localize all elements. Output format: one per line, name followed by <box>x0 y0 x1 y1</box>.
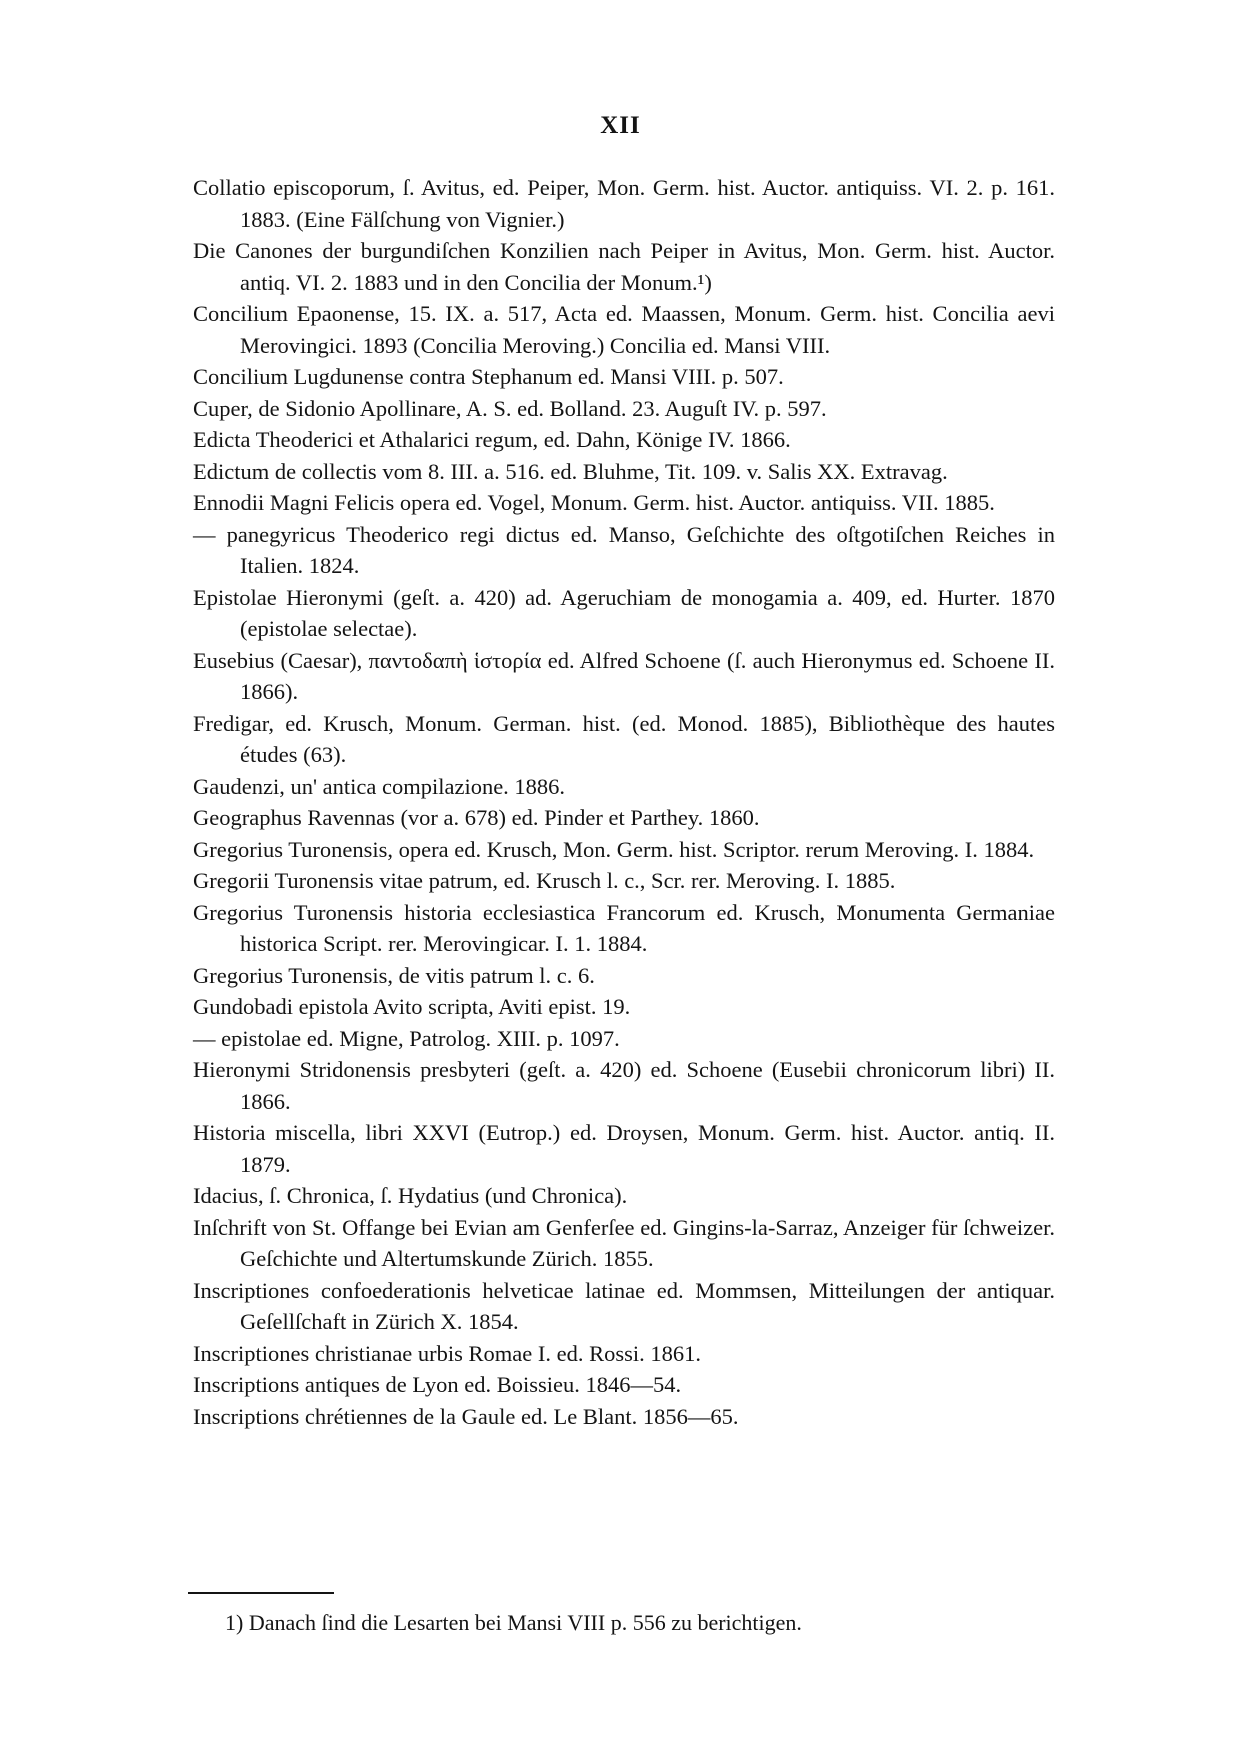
bibliography-entry: Gaudenzi, un' antica compilazione. 1886. <box>193 773 566 799</box>
bibliography-entry: Gregorii Turonensis vitae patrum, ed. Krusch l. c., Scr. rer. Meroving. I. 1885. <box>193 868 896 893</box>
page-number: XII <box>600 112 641 139</box>
bibliography-entry: Hieronymi Stridonensis presbyteri (geſt. a. 420) ed. Schoene (Eusebii chronicorum libri) II. 1866. <box>193 1057 1055 1114</box>
footnote: 1) Danach ſind die Lesarten bei Mansi VIII p. 556 zu berichtigen. <box>225 1610 802 1635</box>
bibliography-entry: Die Canones der burgundiſchen Konzilien nach Peiper in Avitus, Mon. Germ. hist. Auctor. antiq. VI. 2. 1883 und in den Concilia der Monum.¹) <box>193 238 1055 295</box>
bibliography-entry: Inscriptiones confoederationis helveticae latinae ed. Mommsen, Mitteilungen der antiquar. Geſellſchaft in Zürich X. 1854. <box>193 1277 1055 1334</box>
bibliography-entry: Edicta Theoderici et Athalarici regum, ed. Dahn, Könige IV. 1866. <box>193 427 791 452</box>
bibliography-entry: Collatio episcoporum, ſ. Avitus, ed. Peiper, Mon. Germ. hist. Auctor. antiquiss. VI. 2. p. 161. 1883. (Eine Fälſchung von Vignier.) <box>193 175 1055 232</box>
bibliography-entry: Gregorius Turonensis, de vitis patrum l. c. 6. <box>193 962 595 988</box>
bibliography-entry: Inscriptions chrétiennes de la Gaule ed. Le Blant. 1856—65. <box>193 1403 739 1429</box>
bibliography-entry: Gregorius Turonensis, opera ed. Krusch, Mon. Germ. hist. Scriptor. rerum Meroving. I. 1884. <box>193 836 1035 862</box>
bibliography-entry: Idacius, ſ. Chronica, ſ. Hydatius (und Chronica). <box>193 1183 628 1208</box>
bibliography-entry: Epistolae Hieronymi (geſt. a. 420) ad. Ageruchiam de monogamia a. 409, ed. Hurter. 1870 (epistolae selectae). <box>193 584 1055 641</box>
bibliography-entry: Fredigar, ed. Krusch, Monum. German. hist. (ed. Monod. 1885), Bibliothèque des hautes études (63). <box>193 710 1055 767</box>
bibliography-entry: Gregorius Turonensis historia ecclesiastica Francorum ed. Krusch, Monumenta Germaniae historica Script. rer. Merovingicar. I. 1. 1884. <box>193 899 1055 956</box>
bibliography-entry: Inscriptions antiques de Lyon ed. Boissieu. 1846—54. <box>193 1372 682 1397</box>
footnote-divider <box>188 1592 334 1594</box>
bibliography-entry: Gundobadi epistola Avito scripta, Aviti epist. 19. <box>193 994 631 1019</box>
bibliography-entry: Concilium Epaonense, 15. IX. a. 517, Acta ed. Maassen, Monum. Germ. hist. Concilia aevi Merovingici. 1893 (Concilia Meroving.) Concilia ed. Mansi VIII. <box>193 301 1055 358</box>
bibliography-entry: Ennodii Magni Felicis opera ed. Vogel, Monum. Germ. hist. Auctor. antiquiss. VII. 1885. <box>193 490 995 515</box>
bibliography-list <box>193 172 1055 1432</box>
bibliography-entry: Edictum de collectis vom 8. III. a. 516. ed. Bluhme, Tit. 109. v. Salis XX. Extravag. <box>193 458 948 484</box>
bibliography-entry: — epistolae ed. Migne, Patrolog. XIII. p. 1097. <box>193 1025 620 1051</box>
bibliography-entry: Geographus Ravennas (vor a. 678) ed. Pinder et Parthey. 1860. <box>193 805 760 830</box>
bibliography-entry: Historia miscella, libri XXVI (Eutrop.) ed. Droysen, Monum. Germ. hist. Auctor. antiq. II. 1879. <box>193 1120 1055 1177</box>
bibliography-entry: Eusebius (Caesar), παντοδαπὴ ἱστορία ed. Alfred Schoene (ſ. auch Hieronymus ed. Schoene II. 1866). <box>193 647 1055 704</box>
bibliography-entry: Concilium Lugdunense contra Stephanum ed. Mansi VIII. p. 507. <box>193 364 784 389</box>
bibliography-entry: Inſchrift von St. Offange bei Evian am Genferſee ed. Gingins-la-Sarraz, Anzeiger für ſchweizer. Geſchichte und Altertumskunde Zürich. 1855. <box>193 1214 1055 1271</box>
bibliography-entry: Inscriptiones christianae urbis Romae I. ed. Rossi. 1861. <box>193 1340 702 1366</box>
bibliography-entry: Cuper, de Sidonio Apollinare, A. S. ed. Bolland. 23. Auguſt IV. p. 597. <box>193 395 827 421</box>
bibliography-entry: — panegyricus Theoderico regi dictus ed. Manso, Geſchichte des oſtgotiſchen Reiches in Italien. 1824. <box>193 521 1055 578</box>
